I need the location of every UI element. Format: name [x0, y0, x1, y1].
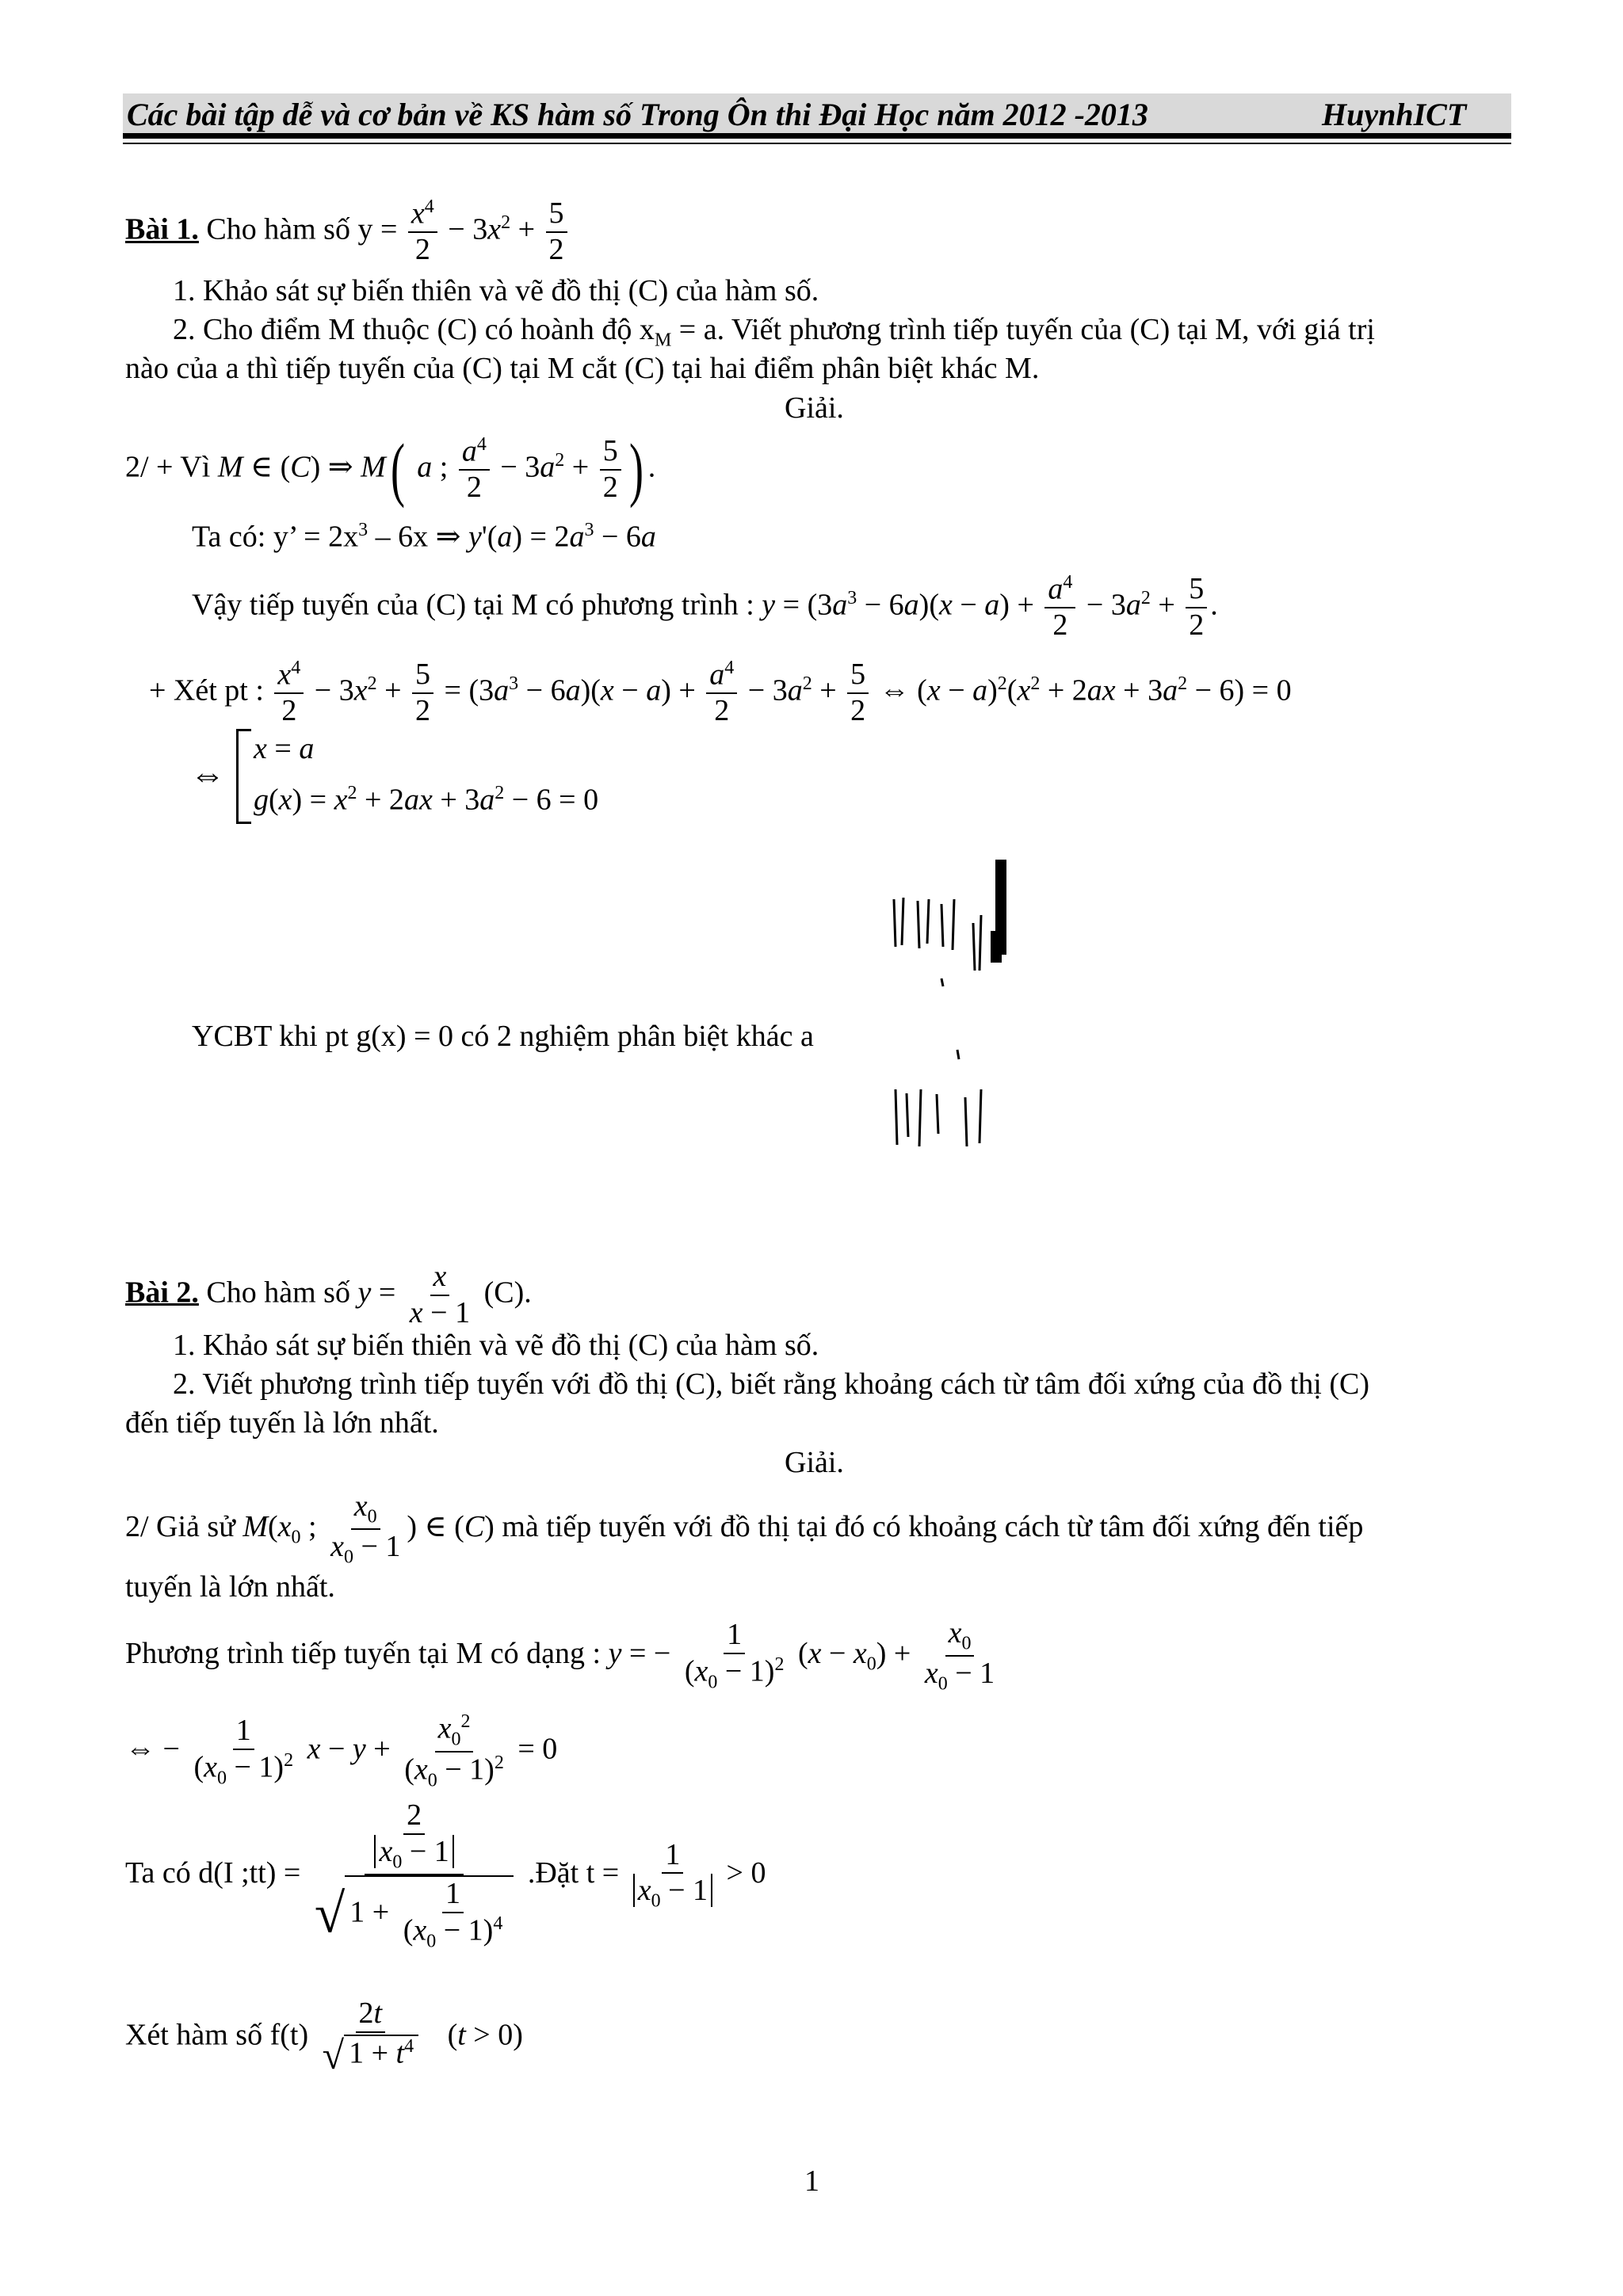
bai2-intro: Cho hàm số: [206, 1276, 350, 1310]
formula-fraction: $\frac{2}{x_0 - 1}$ √ 1 + $\frac{1}{(x_0 - 1)^4}$: [311, 1798, 517, 1952]
bai1-step3: Vậy tiếp tuyến của (C) tại M có phương trình : $y = (3a^3 - 6a)(x - a)$ + $\frac{a^4}{2}$ − $3a^2$ + $\frac{5}{2}$ .: [192, 572, 1218, 643]
bai1-intro: Cho hàm số y =: [206, 212, 398, 246]
formula-fraction: $\frac{5}{2}$: [546, 196, 567, 267]
bai1-item2-text-b: = a. Viết phương trình tiếp tuyến của (C) tại M, với giá trị: [671, 313, 1375, 346]
bai1-ycbt: YCBT khi pt g(x) = 0 có 2 nghiệm phân biệt khác a: [192, 1020, 814, 1053]
bai1-step4-prefix: + Xét pt :: [149, 673, 264, 707]
header-author: HuynhICT: [1322, 97, 1467, 132]
bai2-step2: Phương trình tiếp tuyến tại M có dạng : y = − $\frac{1}{(x_0 - 1)^2}$ $(x - x_0)$ + $\frac{x_0}{x_0 - 1}$: [125, 1616, 1001, 1695]
bai2-step4: Ta có d(I ;tt) = $\frac{2}{x_0 - 1}$ √ 1 + $\frac{1}{(x_0 - 1)^4}$ .Đặt t = $\frac{1}{x_0 - 1}$ > 0: [125, 1798, 766, 1951]
bai2-giai: Giải.: [785, 1446, 844, 1479]
bai2-step5-prefix: Xét hàm số f(t): [125, 2018, 309, 2052]
page-number: 1: [804, 2164, 819, 2198]
bai1-item2-line2: nào của a thì tiếp tuyến của (C) tại M cắt (C) tại hai điểm phân biệt khác M.: [125, 352, 1040, 385]
bai2-intro-tail: (C).: [483, 1276, 532, 1310]
formula-fraction: $\frac{x^4}{2}$: [274, 658, 304, 729]
bai1-item2-text-a: 2. Cho điểm M thuộc (C) có hoành độ x: [173, 313, 655, 346]
bai2-title: Bài 2.: [125, 1276, 199, 1310]
bai1-step4: + Xét pt : $\frac{x^4}{2}$ − $3x^2$ + $\frac{5}{2}$ = $(3a^3 - 6a)(x - a)$ + $\frac{a^4}{2}$ − $3a^2$ + $\frac{5}{2}$ ⇔ $(x - a)^2(x^2 + 2ax + 3a^2 - 6) = 0$: [149, 658, 1292, 728]
formula-fraction: $\frac{a^4}{2}$: [459, 434, 490, 505]
bai1-step2-mid: – 6x: [368, 520, 429, 554]
bai2-step3: ⇔ − $\frac{1}{(x_0 - 1)^2}$ x − y + $\frac{x_0^2}{(x_0 - 1)^2}$ = 0: [125, 1711, 558, 1791]
system-bracket: [236, 729, 251, 824]
formula-fraction: $\frac{1}{(x_0 - 1)^2}$: [193, 1714, 294, 1789]
bai1-step1: 2/ + Vì M ∈ (C) ⇒ M( a ; $\frac{a^4}{2}$ − $3a^2$ + $\frac{5}{2}$ ) .: [125, 430, 656, 509]
header-title: Các bài tập dễ và cơ bản về KS hàm số Trong Ôn thi Đại Học năm 2012 -2013: [127, 97, 1148, 132]
bai1-item2-subscript: M: [654, 330, 672, 351]
formula-fraction: $\frac{5}{2}$: [600, 434, 621, 505]
formula-fraction: $\frac{x_0^2}{(x_0 - 1)^2}$: [404, 1711, 504, 1791]
broken-formula-image: [886, 852, 1021, 1224]
formula-fraction: $\frac{5}{2}$: [412, 658, 433, 728]
system-line1: x = a: [254, 732, 315, 765]
bai2-item2-line1: 2. Viết phương trình tiếp tuyến với đồ thị (C), biết rằng khoảng cách từ tâm đối xứng của đồ thị (C): [173, 1367, 1369, 1401]
system-line2: $g(x) = x^2 + 2ax + 3a^2 - 6 = 0$: [254, 783, 599, 817]
bai2-item2-line2: đến tiếp tuyến là lớn nhất.: [125, 1406, 439, 1440]
bai1-giai: Giải.: [785, 391, 844, 425]
bai2-step1-suffix: mà tiếp tuyến với đồ thị tại đó có khoảng cách từ tâm đối xứng đến tiếp: [502, 1509, 1364, 1543]
bai2-step5: Xét hàm số f(t) $\frac{2t}{√ 1 + t^4}$ (t > 0): [125, 1997, 523, 2077]
bai1-item1: 1. Khảo sát sự biến thiên và vẽ đồ thị (C) của hàm số.: [173, 274, 819, 307]
equivalence-icon: ⇔: [190, 755, 225, 794]
formula-fraction: $\frac{x_0}{x_0 - 1}$: [924, 1616, 995, 1695]
bai2-statement: Bài 2. Cho hàm số y = $\frac{x}{x - 1}$ (C).: [125, 1260, 532, 1329]
formula-fraction: $\frac{x}{x - 1}$: [409, 1260, 471, 1329]
bai2-step4-prefix: Ta có d(I ;tt) =: [125, 1855, 301, 1890]
bai1-step3-prefix: Vậy tiếp tuyến của (C) tại M có phương trình :: [192, 588, 754, 622]
formula-fraction: $\frac{a^4}{2}$: [706, 658, 737, 729]
bai2-step1-prefix: 2/ Giả sử: [125, 1509, 235, 1543]
bai1-step2-prefix: Ta có: y’ = 2x: [192, 520, 359, 554]
formula-fraction: $\frac{5}{2}$: [1186, 572, 1207, 643]
formula-fraction: $\frac{x^4}{2}$: [408, 196, 437, 268]
bai2-item1: 1. Khảo sát sự biến thiên và vẽ đồ thị (C) của hàm số.: [173, 1329, 819, 1362]
bai2-step4-mid: .Đặt t =: [527, 1855, 620, 1890]
formula-fraction: $\frac{2t}{√ 1 + t^4}$: [319, 1997, 422, 2078]
formula-fraction: $\frac{x_0}{x_0 - 1}$: [330, 1489, 401, 1568]
bai1-step1-prefix: 2/ + Vì: [125, 450, 211, 484]
formula-fraction: $\frac{1}{x_0 - 1}$: [630, 1838, 716, 1913]
bai1-title: Bài 1.: [125, 212, 199, 246]
bai1-item2-line1: [173, 311, 1375, 353]
formula-fraction: $\frac{5}{2}$: [847, 658, 869, 728]
bai2-step2-prefix: Phương trình tiếp tuyến tại M có dạng :: [125, 1636, 601, 1670]
bai2-step1: 2/ Giả sử $M(x_0$ ; $\frac{x_0}{x_0 - 1}$ ) ∈ (C) mà tiếp tuyến với đồ thị tại đó có khoảng cách từ tâm đối xứng đến tiếp: [125, 1489, 1364, 1568]
formula-fraction: $\frac{a^4}{2}$: [1044, 572, 1075, 643]
formula-fraction: $\frac{1}{(x_0 - 1)^2}$: [684, 1618, 785, 1693]
bai1-statement: Bài 1. Cho hàm số y = $\frac{x^4}{2}$ − $3x^2$ + $\frac{5}{2}$: [125, 196, 571, 268]
bai1-step2: Ta có: y’ = $2x^3 - 6x$ ⇒ $y'(a) = 2a^3 - 6a$: [192, 520, 656, 554]
bai2-step1-line2: tuyến là lớn nhất.: [125, 1570, 335, 1604]
